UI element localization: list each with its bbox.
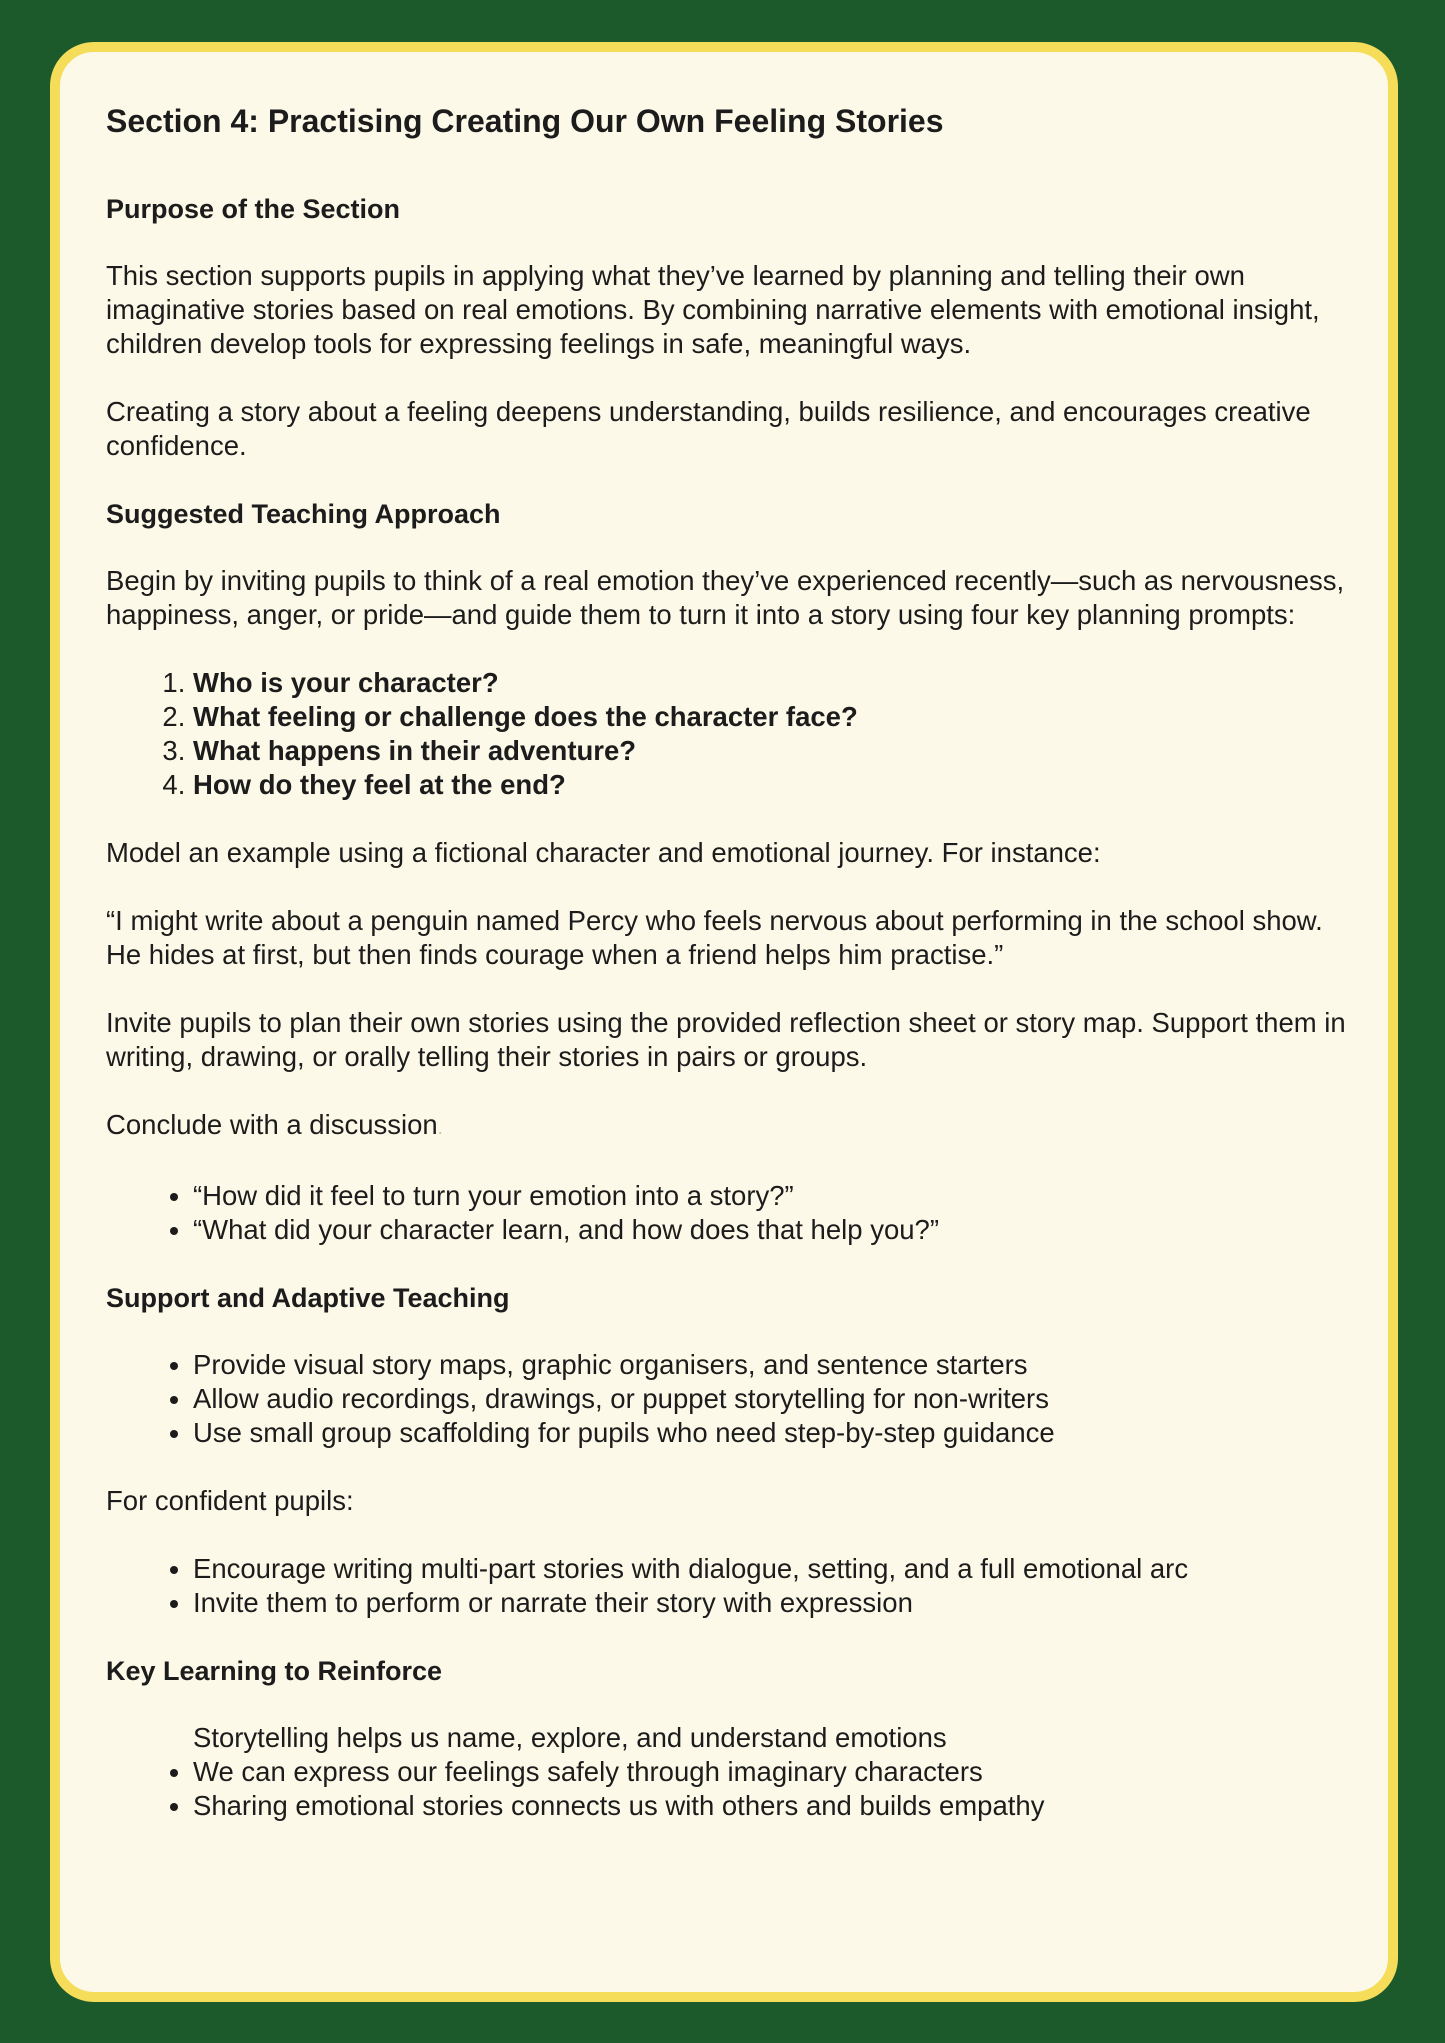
conclude-text: Conclude with a discussion: [106, 1109, 438, 1140]
planning-prompt: 4. How do they feel at the end?: [193, 768, 1346, 802]
discussion-question: • “How did it feel to turn your emotion into a story?”: [193, 1179, 1346, 1213]
planning-prompt: 2. What feeling or challenge does the character face?: [193, 700, 1346, 734]
invite-paragraph: Invite pupils to plan their own stories using the provided reflection sheet or story map. Support them in writing, drawing, or orally telling their stories in pairs or groups.: [106, 1007, 1346, 1072]
confident-item: • Encourage writing multi-part stories with dialogue, setting, and a full emotional arc: [193, 1552, 1346, 1586]
key-learning-heading: Key Learning to Reinforce: [106, 1656, 443, 1686]
model-example-intro: Model an example using a fictional character and emotional journey. For instance:: [106, 837, 1101, 868]
key-learning-item: • Sharing emotional stories connects us with others and builds empathy: [193, 1789, 1346, 1823]
key-learning-list: [106, 1721, 1346, 1823]
purpose-paragraph-2: Creating a story about a feeling deepens understanding, builds resilience, and encourages creative confidence.: [106, 396, 1311, 461]
key-learning-item: • We can express our feelings safely through imaginary characters: [193, 1755, 1346, 1789]
discussion-question: • “What did your character learn, and how does that help you?”: [193, 1213, 1346, 1247]
planning-prompt: 3. What happens in their adventure?: [193, 734, 1346, 768]
support-heading: Support and Adaptive Teaching: [106, 1283, 510, 1313]
support-item: • Provide visual story maps, graphic organisers, and sentence starters: [193, 1348, 1346, 1382]
discussion-list: [106, 1179, 1346, 1247]
confident-pupils-list: [106, 1552, 1346, 1620]
conclude-mark: .: [437, 1118, 443, 1138]
support-item: • Allow audio recordings, drawings, or puppet storytelling for non-writers: [193, 1382, 1346, 1416]
approach-heading: Suggested Teaching Approach: [106, 499, 501, 529]
purpose-paragraph-1: This section supports pupils in applying what they’ve learned by planning and telling their own imaginative stories based on real emotions. By combining narrative elements with emotional insight, children develop tools for expressing feelings in safe, meaningful ways.: [106, 260, 1320, 359]
example-quote: “I might write about a penguin named Percy who feels nervous about performing in the school show. He hides at first, but then finds courage when a friend helps him practise.”: [106, 905, 1323, 970]
planning-prompts-list: [106, 666, 1346, 802]
approach-intro: Begin by inviting pupils to think of a real emotion they’ve experienced recently—such as nervousness, happiness, anger, or pride—and guide them to turn it into a story using four key planning prompts:: [106, 565, 1345, 630]
support-item: • Use small group scaffolding for pupils who need step-by-step guidance: [193, 1416, 1346, 1450]
purpose-heading: Purpose of the Section: [106, 194, 401, 224]
key-learning-item: Storytelling helps us name, explore, and understand emotions: [193, 1722, 947, 1753]
confident-item: • Invite them to perform or narrate their story with expression: [193, 1586, 1346, 1620]
confident-pupils-label: For confident pupils:: [106, 1485, 354, 1516]
planning-prompt: 1. Who is your character?: [193, 666, 1346, 700]
document-content: [106, 100, 1346, 1857]
page-title: Section 4: Practising Creating Our Own Feeling Stories: [106, 103, 944, 139]
support-list: [106, 1348, 1346, 1450]
conclude-paragraph: [106, 1108, 1346, 1145]
